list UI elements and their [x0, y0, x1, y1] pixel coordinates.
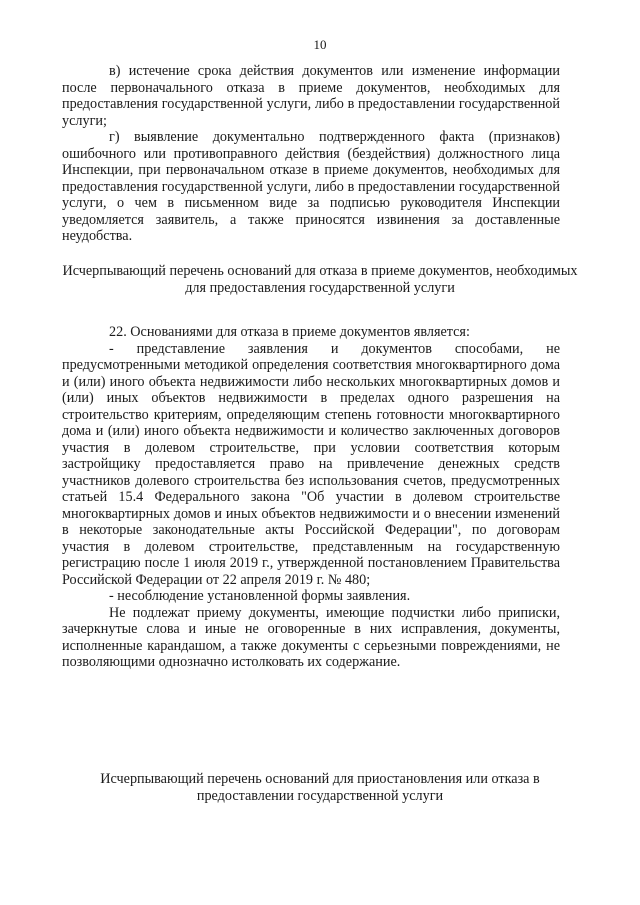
section-22-intro: 22. Основаниями для отказа в приеме документов является:: [109, 324, 470, 340]
section-heading-refusal-documents: [60, 263, 580, 296]
grounds-continuation: [62, 63, 560, 245]
section-22-note: Не подлежат приему документы, имеющие подчистки либо приписки, зачеркнутые слова и иные не оговоренные в них исправления, документы, исполненные карандашом, а также документы с серьезными повреждениями, не позволяющими однозначно истолковать их содержание.: [62, 604, 560, 670]
section-22-item-1: - представление заявления и документов способами, не предусмотренными методикой определения соответствия многоквартирного дома и (или) иного объекта недвижимости либо нескольких многоквартирных домов и (или) иных объектов недвижимости в пределах одного разрешения на строительство критериям, определяющим степень готовности многоквартирного дома и (или) иного объекта недвижимости и количество заключенных договоров участия в долевом строительстве, при условии соответствия которым застройщику предоставляется право на привлечение денежных средств участников долевого строительства без использования счетов, предусмотренных статьей 15.4 Федерального закона "Об участии в долевом строительстве многоквартирных домов и иных объектов недвижимости и о внесении изменений в некоторые законодательные акты Российской Федерации", по договорам участия в долевом строительстве, представленным на государственную регистрацию после 1 июля 2019 г., утвержденной постановлением Правительства Российской Федерации от 22 апреля 2019 г. № 480;: [62, 340, 560, 588]
section-22-item-2: - несоблюдение установленной формы заявления.: [109, 588, 411, 604]
section-22: [62, 324, 560, 671]
page-number: 10: [313, 37, 327, 52]
paragraph-g: г) выявление документально подтвержденного факта (признаков) ошибочного или противоправного действия (бездействия) должностного лица Инспекции, при первоначальном отказе в приеме документов, необходимых для предоставления государственной услуги, либо в предоставлении государственной услуги, о чем в письменном виде за подписью руководителя Инспекции уведомляется заявитель, а также приносятся извинения за доставленные неудобства.: [62, 129, 560, 244]
section-heading-suspension-refusal: [60, 771, 580, 804]
heading-suspension-refusal: Исчерпывающий перечень оснований для приостановления или отказа в предоставлении государственной услуги: [100, 771, 540, 804]
paragraph-v: в) истечение срока действия документов или изменение информации после первоначального отказа в приеме документов, необходимых для предоставления государственной услуги, либо в предоставлении государственной услуги;: [62, 63, 560, 129]
heading-refusal-documents: Исчерпывающий перечень оснований для отказа в приеме документов, необходимых для предоставления государственной услуги: [62, 263, 578, 296]
